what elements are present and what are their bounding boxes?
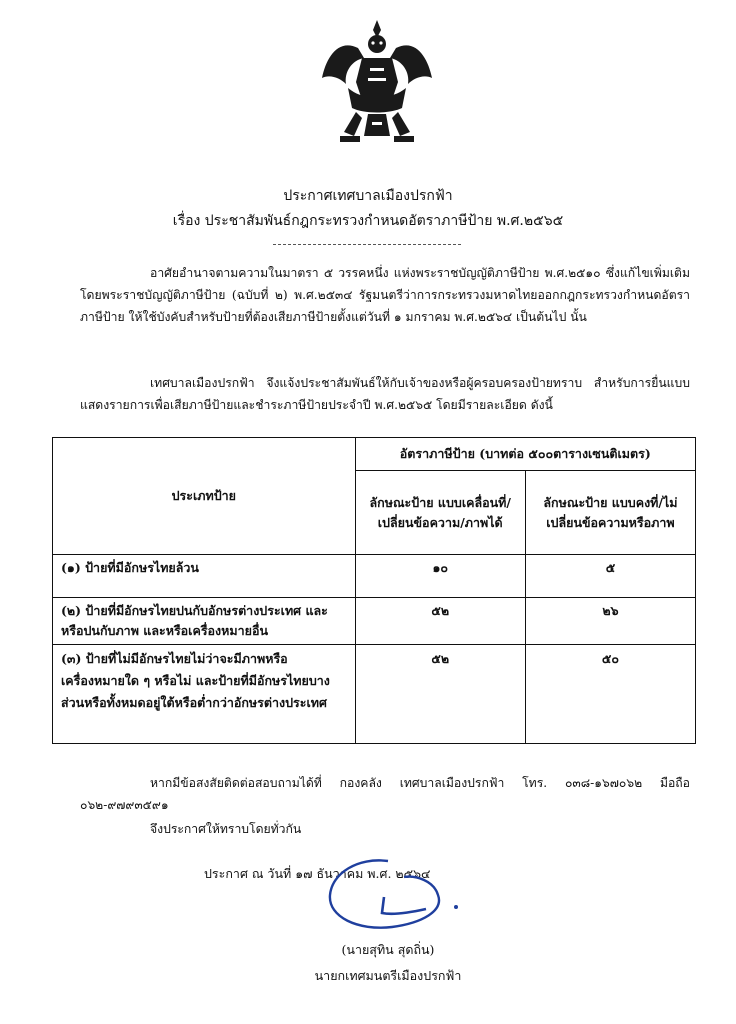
table-row [53,645,696,744]
closing-line: จึงประกาศให้ทราบโดยทั่วกัน [150,822,302,836]
movable-rate-cell: ๕๒ [355,645,525,744]
header-fixed-sign: ลักษณะป้าย แบบคงที่/ไม่เปลี่ยนข้อความหรือภาพ [525,471,695,555]
announcement-date: ประกาศ ณ วันที่ ๑๗ ธันวาคม พ.ศ. ๒๕๖๔ [204,866,431,881]
header-sign-type: ประเภทป้าย [53,438,356,555]
table-row [53,598,696,645]
notice-paragraph: เทศบาลเมืองปรกฟ้า จึงแจ้งประชาสัมพันธ์ให้กับเจ้าของหรือผู้ครอบครองป้ายทราบ สำหรับการยื่นแบบแสดงรายการเพื่อเสียภาษีป้ายและชำระภาษีป้ายประจำปี พ.ศ.๒๕๖๕ โดยมีรายละเอียด ดังนี้ [80,376,690,412]
title-divider [273,244,461,245]
header-movable-sign: ลักษณะป้าย แบบเคลื่อนที่/เปลี่ยนข้อความ/ภาพได้ [355,471,525,555]
fixed-rate-cell: ๕ [525,555,695,598]
movable-rate-cell: ๑๐ [355,555,525,598]
contact-paragraph: หากมีข้อสงสัยติดต่อสอบถามได้ที่ กองคลัง เทศบาลเมืองปรกฟ้า โทร. ๐๓๘-๑๖๗๐๖๒ มือถือ ๐๖๒-๙๗๙๓๕๙๑ [80,776,690,812]
sign-type-cell: (๑) ป้ายที่มีอักษรไทยล้วน [53,555,356,598]
fixed-rate-cell: ๕๐ [525,645,695,744]
tax-rate-table [52,437,696,744]
signer-name: (นายสุทิน สุดถิ่น) [341,942,435,957]
table-header-row [53,438,696,471]
sign-type-cell: (๒) ป้ายที่มีอักษรไทยปนกับอักษรต่างประเทศ และหรือปนกับภาพ และหรือเครื่องหมายอื่น [53,598,356,645]
intro-paragraph: อาศัยอำนาจตามความในมาตรา ๕ วรรคหนึ่ง แห่งพระราชบัญญัติภาษีป้าย พ.ศ.๒๕๑๐ ซึ่งแก้ไขเพิ่มเติมโดยพระราชบัญญัติภาษีป้าย (ฉบับที่ ๒) พ.ศ.๒๕๓๔ รัฐมนตรีว่าการกระทรวงมหาดไทยออกกฎกระทรวงกำหนดอัตราภาษีป้าย ให้ใช้บังคับสำหรับป้ายที่ต้องเสียภาษีป้ายตั้งแต่วันที่ ๑ มกราคม พ.ศ.๒๕๖๔ เป็นต้นไป นั้น [80,266,690,324]
garuda-emblem-icon [318,18,436,150]
handwritten-signature [318,855,468,935]
table-row [53,555,696,598]
fixed-rate-cell: ๒๖ [525,598,695,645]
movable-rate-cell: ๕๒ [355,598,525,645]
header-tax-rate: อัตราภาษีป้าย (บาทต่อ ๕๐๐ตารางเซนติเมตร) [355,438,695,471]
sign-type-cell: (๓) ป้ายที่ไม่มีอักษรไทยไม่ว่าจะมีภาพหรือเครื่องหมายใด ๆ หรือไม่ และป้ายที่มีอักษรไทยบางส่วนหรือทั้งหมดอยู่ใต้หรือต่ำกว่าอักษรต่างประเทศ [53,645,356,744]
document-title: ประกาศเทศบาลเมืองปรกฟ้า [283,188,453,204]
document-subject: เรื่อง ประชาสัมพันธ์กฎกระทรวงกำหนดอัตราภาษีป้าย พ.ศ.๒๕๖๕ [172,213,564,229]
signer-position: นายกเทศมนตรีเมืองปรกฟ้า [314,968,462,983]
